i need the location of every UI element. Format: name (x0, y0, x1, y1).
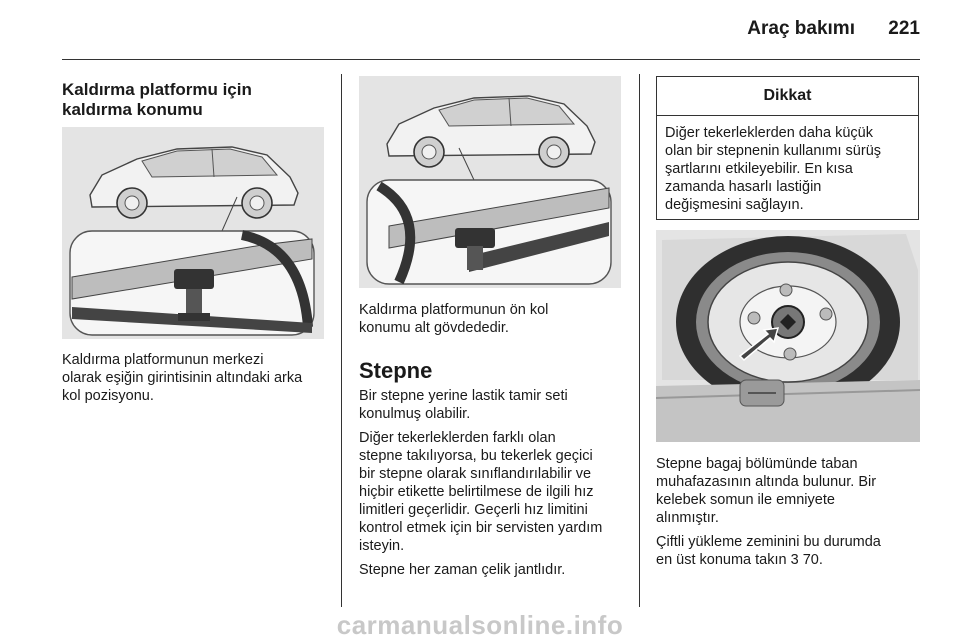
text-line: değişmesini sağlayın. (665, 197, 804, 213)
text-line: kelebek somun ile emniyete (656, 492, 835, 508)
paragraph (656, 533, 926, 569)
section-title-stepne: Stepne (359, 358, 433, 383)
caption-line: Kaldırma platformunun merkezi (62, 352, 264, 368)
caption-front-lift-point (359, 301, 629, 337)
paragraph (359, 387, 637, 423)
chapter-title: Araç bakımı (747, 18, 855, 39)
heading-line: Kaldırma platformu için (62, 80, 252, 99)
heading-line: kaldırma konumu (62, 100, 203, 119)
text-line: konulmuş olabilir. (359, 406, 471, 422)
header-divider (62, 59, 920, 60)
text-line: stepne takılıyorsa, bu tekerlek geçici (359, 448, 593, 464)
text-line: Bir stepne yerine lastik tamir seti (359, 388, 568, 404)
caption-line: Kaldırma platformunun ön kol (359, 302, 549, 318)
paragraph (656, 455, 926, 527)
text-line: Çiftli yükleme zeminini bu durumda (656, 534, 881, 550)
text-line: en üst konuma takın (656, 552, 787, 568)
text-line: olan bir stepnenin kullanımı sürüş (665, 143, 882, 159)
column-divider-1 (341, 74, 342, 607)
paragraph (359, 561, 637, 579)
text-line: Diğer tekerleklerden daha küçük (665, 125, 873, 141)
reference-arrow-icon: 3 (790, 552, 799, 568)
caption-line: konumu alt gövdededir. (359, 320, 509, 336)
caption-line: olarak eşiğin girintisinin altındaki arka (62, 370, 303, 386)
text-line: alınmıştır. (656, 510, 719, 526)
warning-box (656, 76, 919, 220)
text-line: kontrol etmek için bir servisten yardım (359, 520, 603, 536)
stepne-body-text (359, 387, 637, 585)
caption-rear-lift-point (62, 351, 337, 405)
figure-front-lift-point (359, 76, 621, 288)
watermark: carmanualsonline.info (336, 610, 624, 640)
figure-rear-lift-point (62, 127, 324, 339)
spare-wheel-illustration (656, 230, 920, 442)
warning-text (657, 116, 918, 222)
section-heading-lift-point (62, 80, 332, 120)
text-line: şartlarını etkileyebilir. En kısa (665, 161, 853, 177)
caption-line: kol pozisyonu. (62, 388, 154, 404)
figure-spare-wheel (656, 230, 920, 442)
text-line: bir stepne olarak sınıflandırılabilir ve (359, 466, 592, 482)
text-line: Stepne her zaman çelik jantlıdır. (359, 562, 566, 578)
text-line: muhafazasının altında bulunur. Bir (656, 474, 877, 490)
column-divider-2 (639, 74, 640, 607)
reference-page: 70. (802, 552, 823, 568)
spare-wheel-body-text (656, 455, 926, 575)
paragraph (359, 429, 637, 555)
page-number: 221 (888, 18, 920, 39)
text-line: isteyin. (359, 538, 405, 554)
text-line: zamanda hasarlı lastiğin (665, 179, 822, 195)
text-line: Stepne bagaj bölümünde taban (656, 456, 858, 472)
text-line: hiçbir etikette belirtilmese de ilgili hız (359, 484, 594, 500)
page-reference-link[interactable] (791, 552, 823, 568)
warning-title: Dikkat (657, 77, 918, 116)
car-lift-illustration-front (359, 76, 621, 288)
car-lift-illustration (62, 127, 324, 339)
text-line: limitleri geçerlidir. Geçerli hız limitini (359, 502, 588, 518)
text-line: Diğer tekerleklerden farklı olan (359, 430, 556, 446)
